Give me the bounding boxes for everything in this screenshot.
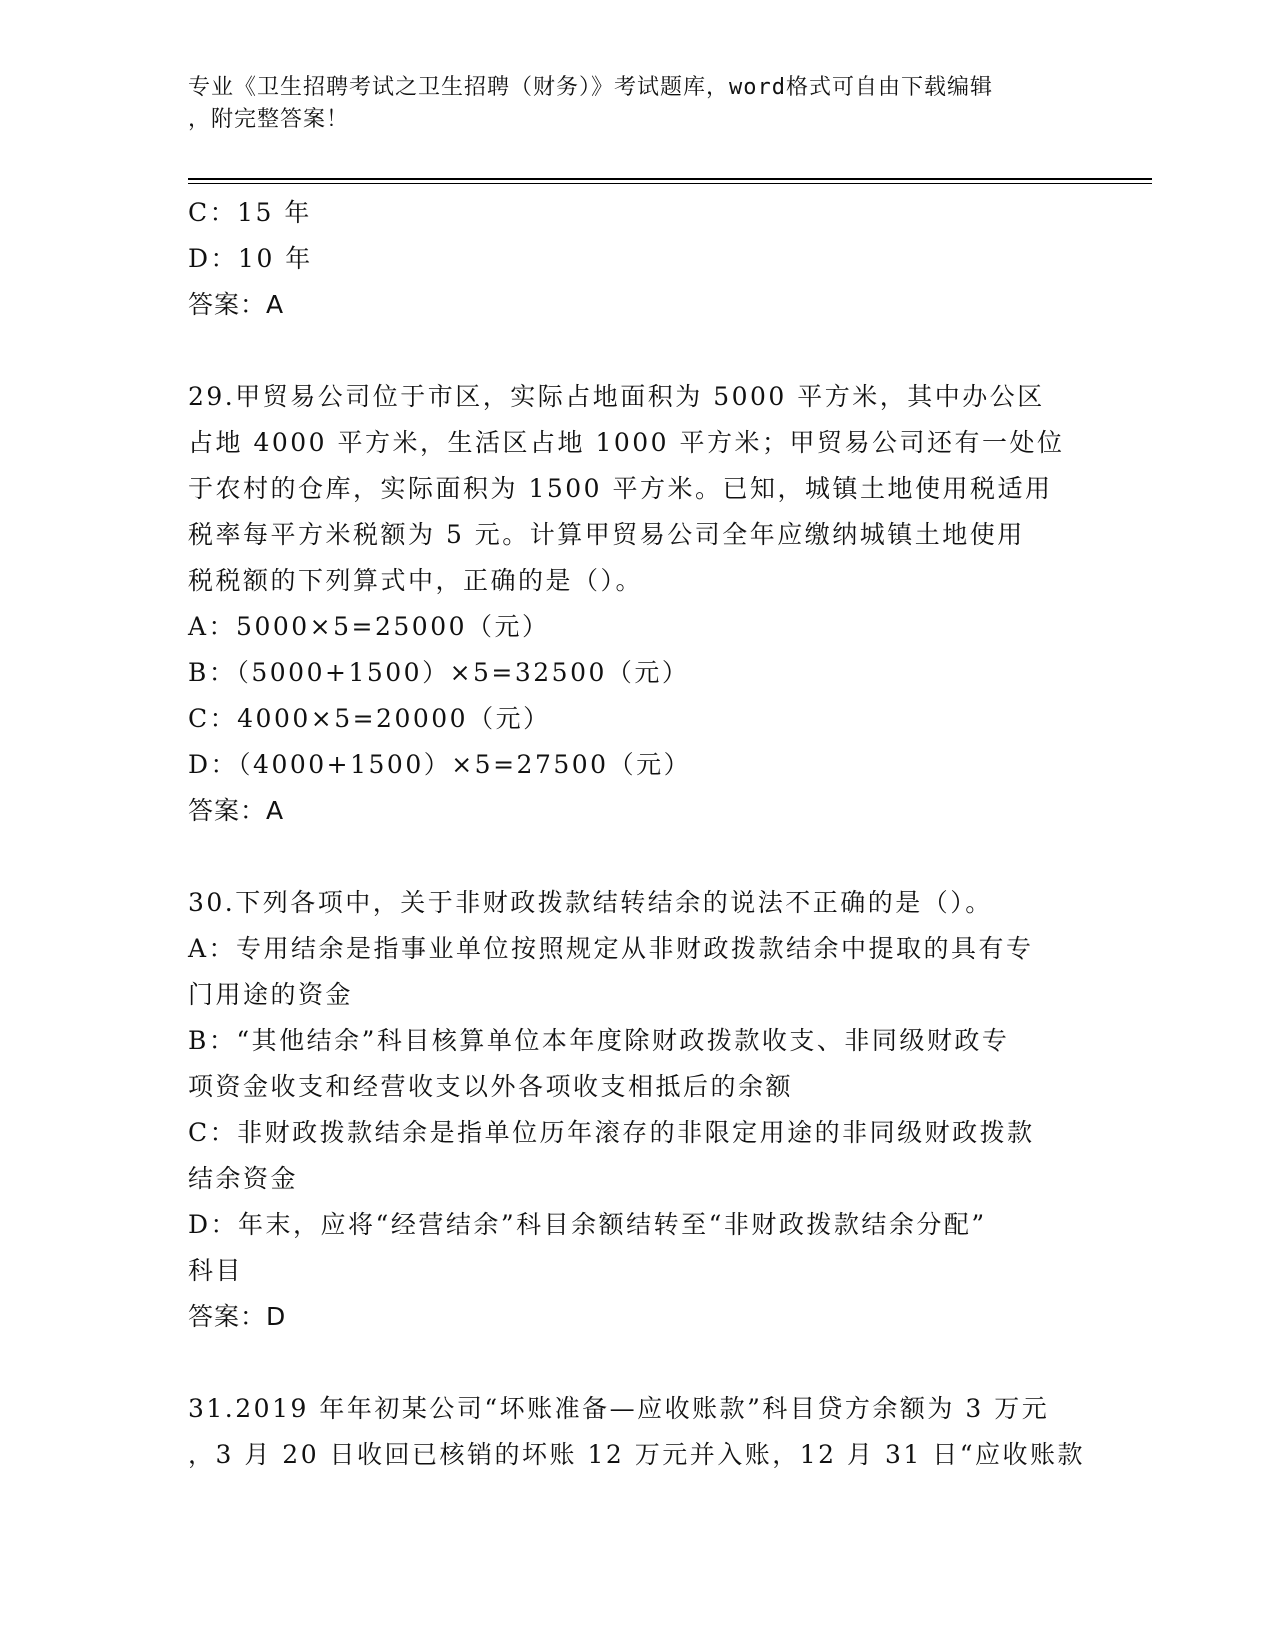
option-b-line-1: B：“其他结余”科目核算单位本年度除财政拨款收支、非同级财政专 bbox=[188, 1026, 1010, 1055]
option-a: A：5000×5=25000（元） bbox=[188, 612, 550, 641]
question-stem: 30.下列各项中，关于非财政拨款结转结余的说法不正确的是（）。 bbox=[188, 888, 993, 917]
spacer bbox=[188, 328, 1088, 374]
option-c: C：4000×5=20000（元） bbox=[188, 704, 551, 733]
spacer bbox=[188, 834, 1088, 880]
question-content bbox=[188, 190, 1088, 1478]
option-d-line-2: 科目 bbox=[188, 1256, 244, 1285]
question-29 bbox=[188, 374, 1088, 834]
option-c-line-1: C：非财政拨款结余是指单位历年滚存的非限定用途的非同级财政拨款 bbox=[188, 1118, 1035, 1147]
question-stem-line: 税率每平方米税额为 5 元。计算甲贸易公司全年应缴纳城镇土地使用 bbox=[188, 520, 1025, 549]
option-c-line-2: 结余资金 bbox=[188, 1164, 299, 1193]
option-d-line-1: D：年末，应将“经营结余”科目余额结转至“非财政拨款结余分配” bbox=[188, 1210, 987, 1239]
question-30 bbox=[188, 880, 1088, 1340]
header-line-1: 专业《卫生招聘考试之卫生招聘（财务）》考试题库，word格式可自由下载编辑 bbox=[188, 75, 993, 100]
answer: 答案：D bbox=[188, 1302, 287, 1331]
question-stem-line: 29.甲贸易公司位于市区，实际占地面积为 5000 平方米，其中办公区 bbox=[188, 382, 1045, 411]
option-a-line-1: A：专用结余是指事业单位按照规定从非财政拨款结余中提取的具有专 bbox=[188, 934, 1034, 963]
question-28-tail bbox=[188, 190, 1088, 328]
option-c: C：15 年 bbox=[188, 198, 312, 227]
question-stem-line: ，3 月 20 日收回已核销的坏账 12 万元并入账，12 月 31 日“应收账款 bbox=[188, 1440, 1086, 1469]
option-b-line-2: 项资金收支和经营收支以外各项收支相抵后的余额 bbox=[188, 1072, 794, 1101]
spacer bbox=[188, 1340, 1088, 1386]
answer: 答案：A bbox=[188, 290, 285, 319]
option-b: B：（5000+1500）×5=32500（元） bbox=[188, 658, 690, 687]
option-d: D：（4000+1500）×5=27500（元） bbox=[188, 750, 692, 779]
header-divider-thin bbox=[188, 183, 1152, 184]
option-a-line-2: 门用途的资金 bbox=[188, 980, 354, 1009]
page-header bbox=[188, 72, 1088, 136]
question-stem-line: 占地 4000 平方米，生活区占地 1000 平方米；甲贸易公司还有一处位 bbox=[188, 428, 1065, 457]
question-stem-line: 于农村的仓库，实际面积为 1500 平方米。已知，城镇土地使用税适用 bbox=[188, 474, 1053, 503]
question-stem-line: 31.2019 年年初某公司“坏账准备—应收账款”科目贷方余额为 3 万元 bbox=[188, 1394, 1050, 1423]
option-d: D：10 年 bbox=[188, 244, 313, 273]
answer: 答案：A bbox=[188, 796, 285, 825]
header-divider-thick bbox=[188, 178, 1152, 180]
question-31 bbox=[188, 1386, 1088, 1478]
question-stem-line: 税税额的下列算式中，正确的是（）。 bbox=[188, 566, 644, 595]
header-line-2: ，附完整答案！ bbox=[188, 107, 350, 132]
